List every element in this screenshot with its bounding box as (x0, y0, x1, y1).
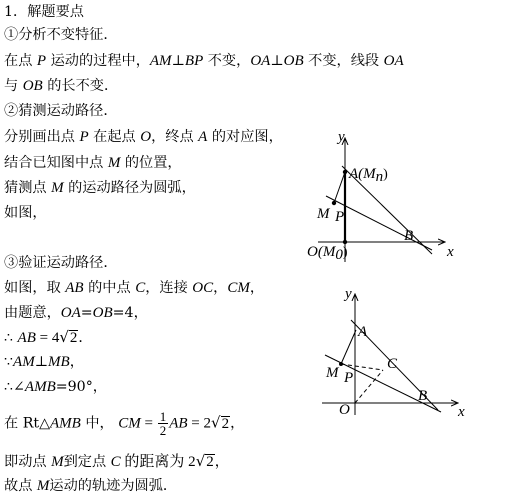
formula-cm: 在 Rt△AMB 中， CM = $\frac{1}{2}$ AB = 2√2， (4, 409, 245, 438)
text-line: 即动点 M到定点 C 的距离为 2√2， (4, 452, 229, 470)
label-m: M (317, 206, 330, 222)
text-line: 故点 M运动的轨迹为圆弧． (4, 478, 178, 494)
label-x: x (458, 404, 465, 420)
label-m: M (326, 365, 339, 381)
text-line: 在点 P 运动的过程中，AM⊥BP 不变，OA⊥OB 不变，线段 OA (4, 53, 404, 69)
heading-verify: ③验证运动路径． (4, 255, 118, 271)
label-y: y (345, 286, 352, 302)
heading-guess: ②猜测运动路径． (4, 103, 118, 119)
segment-am (334, 172, 345, 203)
label-a: A (358, 324, 368, 340)
text-line: 如图，取 AB 的中点 C，连接 OC，CM， (4, 280, 265, 296)
label-o: O (339, 402, 350, 418)
label-a-mn: A(Mn) (349, 166, 388, 185)
segment-am (341, 330, 356, 364)
figure-1 (300, 125, 470, 270)
text-line: 由题意，OA=OB=4， (4, 305, 148, 321)
text-line: 分别画出点 P 在起点 O，终点 A 的对应图， (4, 129, 283, 145)
text-line: 与 OB 的长不变． (4, 78, 119, 94)
point-m (332, 201, 336, 205)
text-line: 结合已知图中点 M 的位置， (4, 155, 182, 171)
heading-analyze: ①分析不变特征． (4, 27, 118, 43)
text-line: ∵AM⊥MB， (4, 354, 84, 370)
text-line: 猜测点 M 的运动路径为圆弧， (4, 180, 196, 196)
figure-2 (315, 285, 475, 420)
label-p: P (335, 209, 345, 225)
label-y: y (338, 129, 345, 145)
point-o (343, 240, 347, 244)
text-line: 如图， (4, 205, 47, 221)
segment-oc (355, 370, 383, 403)
label-b: B (418, 388, 428, 404)
label-c: C (387, 356, 398, 372)
label-x: x (447, 244, 454, 260)
text-line: ∴∠AMB=90°， (4, 379, 107, 395)
point-a (343, 170, 347, 174)
formula-ab: ∴ AB = 4√2． (4, 328, 93, 346)
label-p: P (344, 370, 354, 386)
label-b: B (404, 228, 414, 244)
point-m (339, 362, 343, 366)
section-title: 1．解题要点 (4, 4, 84, 20)
label-o-m0: O(M0) (307, 244, 348, 263)
fraction-half: $\frac{1}{2}$ (159, 409, 167, 438)
